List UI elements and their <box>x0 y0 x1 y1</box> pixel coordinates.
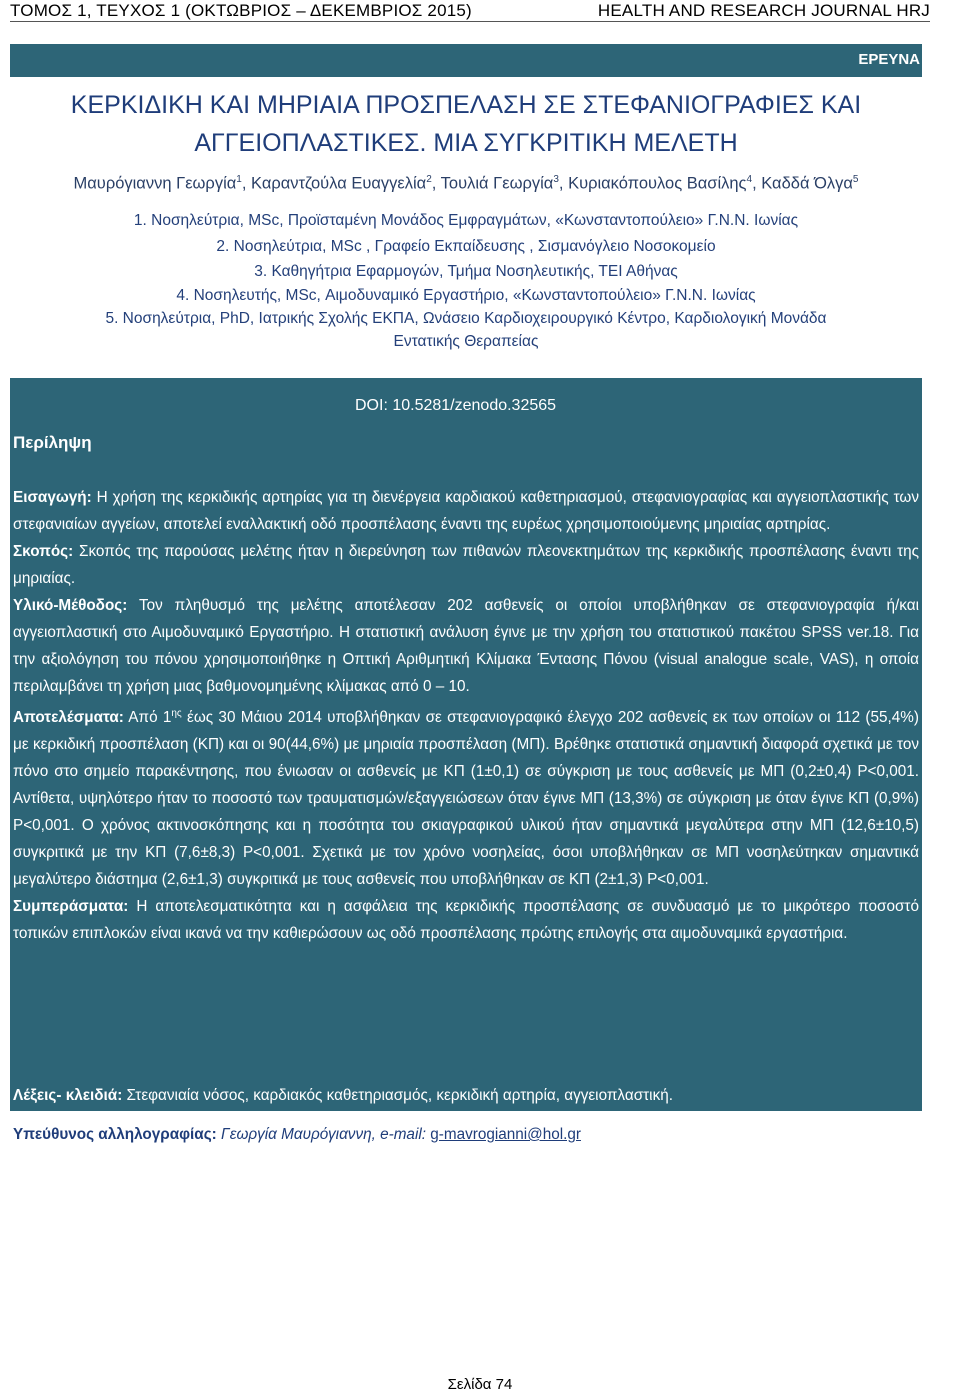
author-list: Μαυρόγιαννη Γεωργία$^1$, Καραντζούλα Ευαγγελία$^2$, Τουλιά Γεωργία$^3$, Κυριακόπουλος Βασίλης$^4$, Καδδά Όλγα$^5$ <box>73 174 859 193</box>
journal-issue: ΤΟΜΟΣ 1, ΤΕΥΧΟΣ 1 (ΟΚΤΩΒΡΙΟΣ – ΔΕΚΕΜΒΡΙΟΣ 2015) <box>10 1 472 20</box>
title-line-2: ΑΓΓΕΙΟΠΛΑΣΤΙΚΕΣ. ΜΙΑ ΣΥΓΚΡΙΤΙΚΗ ΜΕΛΕΤΗ <box>194 129 738 157</box>
affiliation-2: 2. Νοσηλεύτρια, MSc , Γραφείο Εκπαίδευσης , Σισμανόγλειο Νοσοκομείο <box>216 238 716 255</box>
journal-name: HEALTH AND RESEARCH JOURNAL HRJ <box>597 1 930 20</box>
abstract-method: Υλικό-Μέθοδος: Τον πληθυσμό της μελέτης αποτέλεσαν 202 ασθενείς οι οποίοι υποβλήθηκαν σε στεφανιογραφία ή/και αγγειοπλαστική στο Αιμοδυναμικό Εργαστήριο. Η στατιστική ανάλυση έγινε με την χρήση του στατιστικού πακέτου SPSS ver.18. Για την αξιολόγηση του πόνου χρησιμοποιήθηκε η Οπτική Αριθμητική Κλίμακα Έντασης Πόνου (visual analogue scale, VAS), η οποία περιλαμβάνει τη χρήση μιας βαθμονομημένης κλίμακας από 0 – 10. <box>13 597 919 695</box>
abstract-aim: Σκοπός: Σκοπός της παρούσας μελέτης ήταν η διερεύνηση των πιθανών πλεονεκτημάτων της κερκιδικής προσπέλασης έναντι της μηριαίας. <box>13 543 919 587</box>
author: Καραντζούλα Ευαγγελία <box>251 174 427 193</box>
author: Μαυρόγιαννη Γεωργία <box>73 174 237 193</box>
affiliation-5-cont: Εντατικής Θεραπείας <box>393 333 539 350</box>
affiliation-1: 1. Νοσηλεύτρια, MSc, Προϊσταμένη Μονάδος Εμφραγμάτων, «Κωνσταντοπούλειο» Γ.Ν.Ν. Ιωνίας <box>133 212 799 229</box>
author: Τουλιά Γεωργία <box>440 174 554 193</box>
section-label: ΕΡΕΥΝΑ <box>858 51 920 68</box>
section-bar <box>10 44 922 77</box>
abstract-results: Αποτελέσματα: Από $1^{\eta\varsigma}$ έως 30 Μάιου 2014 υποβλήθηκαν σε στεφανιογραφικό έλεγχο 202 ασθενείς εκ των οποίων οι 112 (55,4%) με κερκιδική προσπέλαση (ΚΠ) και οι 90(44,6%) με μηριαία προσπέλαση (ΜΠ). Βρέθηκε στατιστικά σημαντική διαφορά σχετικά με τον πόνο στο σημείο παρακέντησης, που ένιωσαν οι ασθενείς με ΚΠ (1±0,1) σε σύγκριση με τους ασθενείς με ΜΠ (0,2±0,4) P<0,001. Αντίθετα, υψηλότερο ήταν το ποσοστό των τραυματισμών/εξαγγειώσεων όταν έγινε ΜΠ (13,3%) σε σύγκριση με όταν έγινε ΚΠ (0,9%) P<0,001. Ο χρόνος ακτινοσκόπησης και η ποσότητα του σκιαγραφικού υλικού ήταν σημαντικά μεγαλύτερα στην ΜΠ (12,6±10,5) συγκριτικά με την ΚΠ (7,6±8,3) P<0,001. Σχετικά με τον χρόνο νοσηλείας, όσοι υποβλήθηκαν σε ΜΠ νοσηλεύτηκαν σημαντικά μεγαλύτερο διάστημα (2,6±1,3) συγκριτικά με τους ασθενείς που υποβλήθηκαν σε ΚΠ (2±1,3) P<0,001. <box>13 708 919 889</box>
correspondence: Υπεύθυνος αλληλογραφίας: Γεωργία Μαυρόγιαννη, e-mail: g-mavrogianni@hol.gr <box>13 1126 581 1143</box>
affiliation-3: 3. Καθηγήτρια Εφαρμογών, Τμήμα Νοσηλευτικής, ΤΕΙ Αθήνας <box>254 263 678 280</box>
doi: DOI: 10.5281/zenodo.32565 <box>355 397 557 414</box>
keywords: Λέξεις- κλειδιά: Στεφανιαία νόσος, καρδιακός καθετηριασμός, κερκιδική αρτηρία, αγγειοπλαστική. <box>13 1087 673 1104</box>
page-number: Σελίδα 74 <box>447 1376 513 1393</box>
abstract-body <box>13 484 919 947</box>
abstract-heading: Περίληψη <box>13 433 92 452</box>
author: Καδδά Όλγα <box>761 174 853 193</box>
header-rule <box>10 21 930 22</box>
title-line-1: ΚΕΡΚΙΔΙΚΗ ΚΑΙ ΜΗΡΙΑΙΑ ΠΡΟΣΠΕΛΑΣΗ ΣΕ ΣΤΕΦΑΝΙΟΓΡΑΦΙΕΣ ΚΑΙ <box>70 91 862 119</box>
abstract-intro: Εισαγωγή: Η χρήση της κερκιδικής αρτηρίας για τη διενέργεια καρδιακού καθετηριασμού, στεφανιογραφίας και αγγειοπλαστικής των στεφανιαίων αγγείων, αποτελεί εναλλακτική οδό προσπέλασης έναντι της ευρέως χρησιμοποιούμενης μηριαίας αρτηρίας. <box>13 489 919 533</box>
running-header <box>10 0 930 22</box>
author: Κυριακόπουλος Βασίλης <box>568 174 747 193</box>
abstract-conclusions: Συμπεράσματα: Η αποτελεσματικότητα και η ασφάλεια της κερκιδικής προσπέλασης σε συνδυασμό με το μικρότερο ποσοστό τοπικών επιπλοκών είναι ικανά να την καθιερώσουν ως οδό προσπέλασης πρώτης επιλογής στα αιμοδυναμικά εργαστήρια. <box>13 898 919 943</box>
email-link[interactable]: g-mavrogianni@hol.gr <box>430 1126 581 1143</box>
affiliation-4: 4. Νοσηλευτής, MSc, Αιμοδυναμικό Εργαστήριο, «Κωνσταντοπούλειο» Γ.Ν.Ν. Ιωνίας <box>176 287 756 304</box>
article-title <box>10 86 922 162</box>
affiliation-5: 5. Νοσηλεύτρια, PhD, Ιατρικής Σχολής ΕΚΠΑ, Ωνάσειο Καρδιοχειρουργικό Κέντρο, Καρδιολογική Μονάδα <box>105 310 827 327</box>
